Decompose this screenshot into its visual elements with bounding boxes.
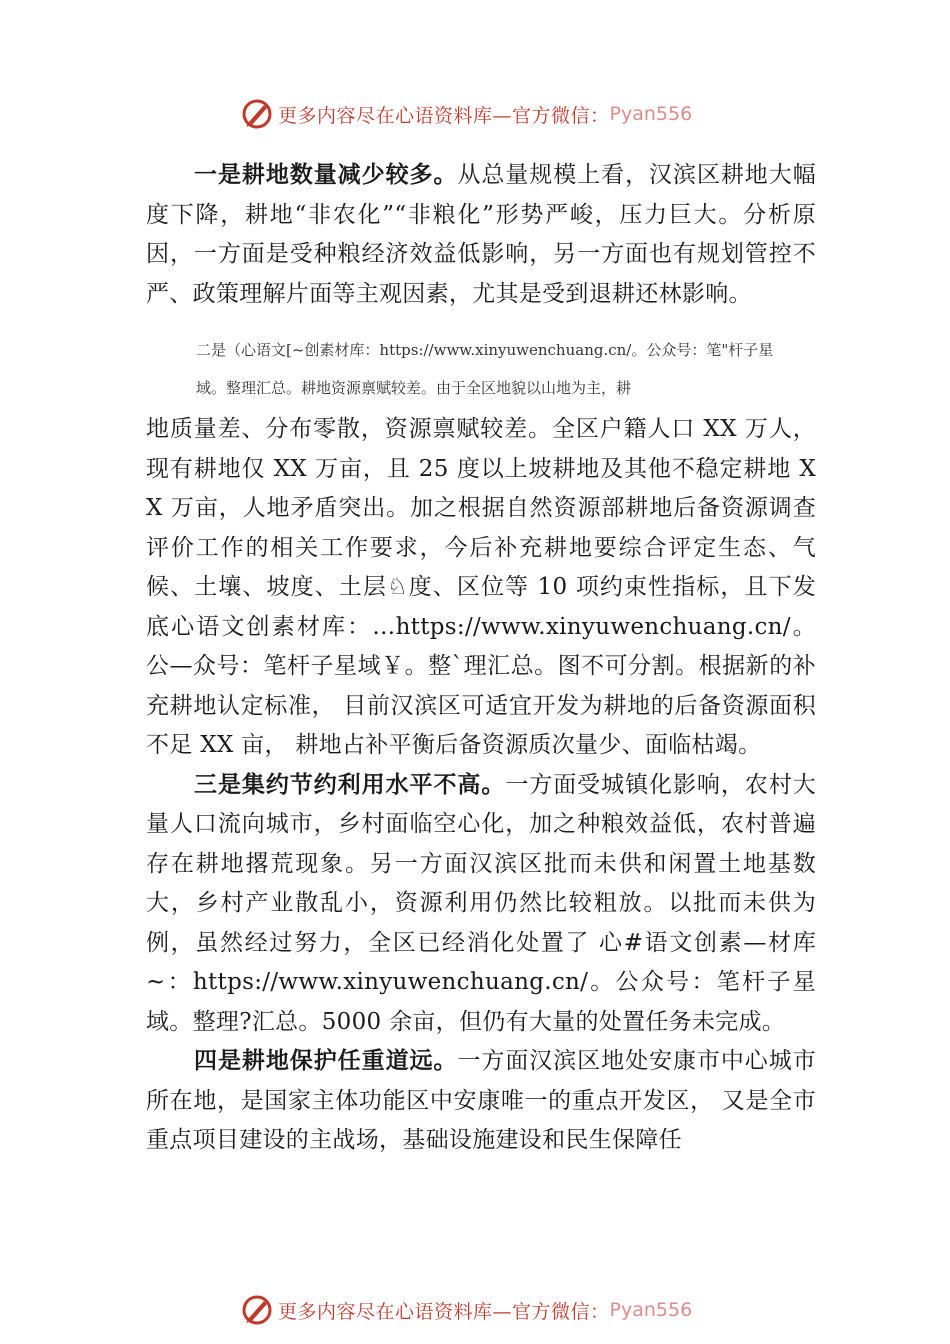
paragraph-4-lead: 四是耕地保护任重道远。 [194,1048,458,1074]
paragraph-4-text: 一方面汉滨区地处安康市中心城市所在地，是国家主体功能区中安康唯一的重点开发区， 又是全市重点项目建设的主战场，基础设施建设和民生保障任 [146,1048,817,1153]
header-watermark-banner [240,96,760,132]
paragraph-3-text: 一方面受城镇化影响，农村大量人口流向城市，乡村面临空心化，加之种粮效益低，农村普遍存在耕地撂荒现象。另一方面汉滨区批而未供和闲置土地基数大，乡村产业散乱小，资源利用仍然比较粗放。以批而未供为例，虽然经过努力，全区已经消化处置了 心#语文创素—材库~：https://www.xinyuwenchuang.cn/。公众号：笔杆子星域。整理?汇总。5000 余亩，但仍有大量的处置任务未完成。 [146,771,816,1035]
paragraph-1 [146,156,816,314]
banner-text: 更多内容尽在心语资料库—官方微信： [278,104,610,127]
paragraph-3 [146,766,816,1043]
banner-wechat-id: Pyan556 [609,1299,693,1321]
footer-watermark-banner [240,1292,760,1328]
document-body [146,156,816,1161]
paragraph-1-text: 从总量规模上看，汉滨区耕地大幅度下降，耕地“非农化”“非粮化”形势严峻，压力巨大。分析原因，一方面是受种粮经济效益低影响，另一方面也有规划管控不严、政策理解片面等主观因素，尤其是受到退耕还林影响。 [146,162,817,307]
paragraph-2-small-line-1: 二是（心语文[~创素材库：https://www.xinyuwenchuang.cn/。公众号：笔"杆子星 [196,341,774,359]
paragraph-3-lead: 三是集约节约利用水平不高。 [194,771,506,798]
banner-text: 更多内容尽在心语资料库—官方微信： [278,1300,610,1323]
paragraph-1-lead: 一是耕地数量减少较多。 [194,162,458,188]
pen-logo-icon [240,97,274,131]
paragraph-2-text: 地质量差、分布零散，资源禀赋较差。全区户籍人口 XX 万人，现有耕地仅 XX 万亩，且 25 度以上坡耕地及其他不稳定耕地 XX 万亩，人地矛盾突出。加之根据自然资源部耕地后备资源调查评价工作的相关工作要求，今后补充耕地要综合评定生态、气候、土壤、坡度、土层♘度、区位等 10 项约束性指标，且下发底心语文创素材库：…https://www.xinyuwenchuang.cn/。公—众号：笔杆子星域￥。整`理汇总。图不可分割。根据新的补充耕地认定标准， 目前汉滨区可适宜开发为耕地的后备资源面积不足 XX 亩， 耕地占补平衡后备资源质次量少、面临枯竭。 [146,416,816,758]
banner-wechat-id: Pyan556 [609,103,693,125]
paragraph-2-small-line-2: 域。整理汇总。耕地资源禀赋较差。由于全区地貌以山地为主，耕 [196,379,632,397]
pen-logo-icon [240,1293,274,1327]
paragraph-4 [146,1042,816,1161]
